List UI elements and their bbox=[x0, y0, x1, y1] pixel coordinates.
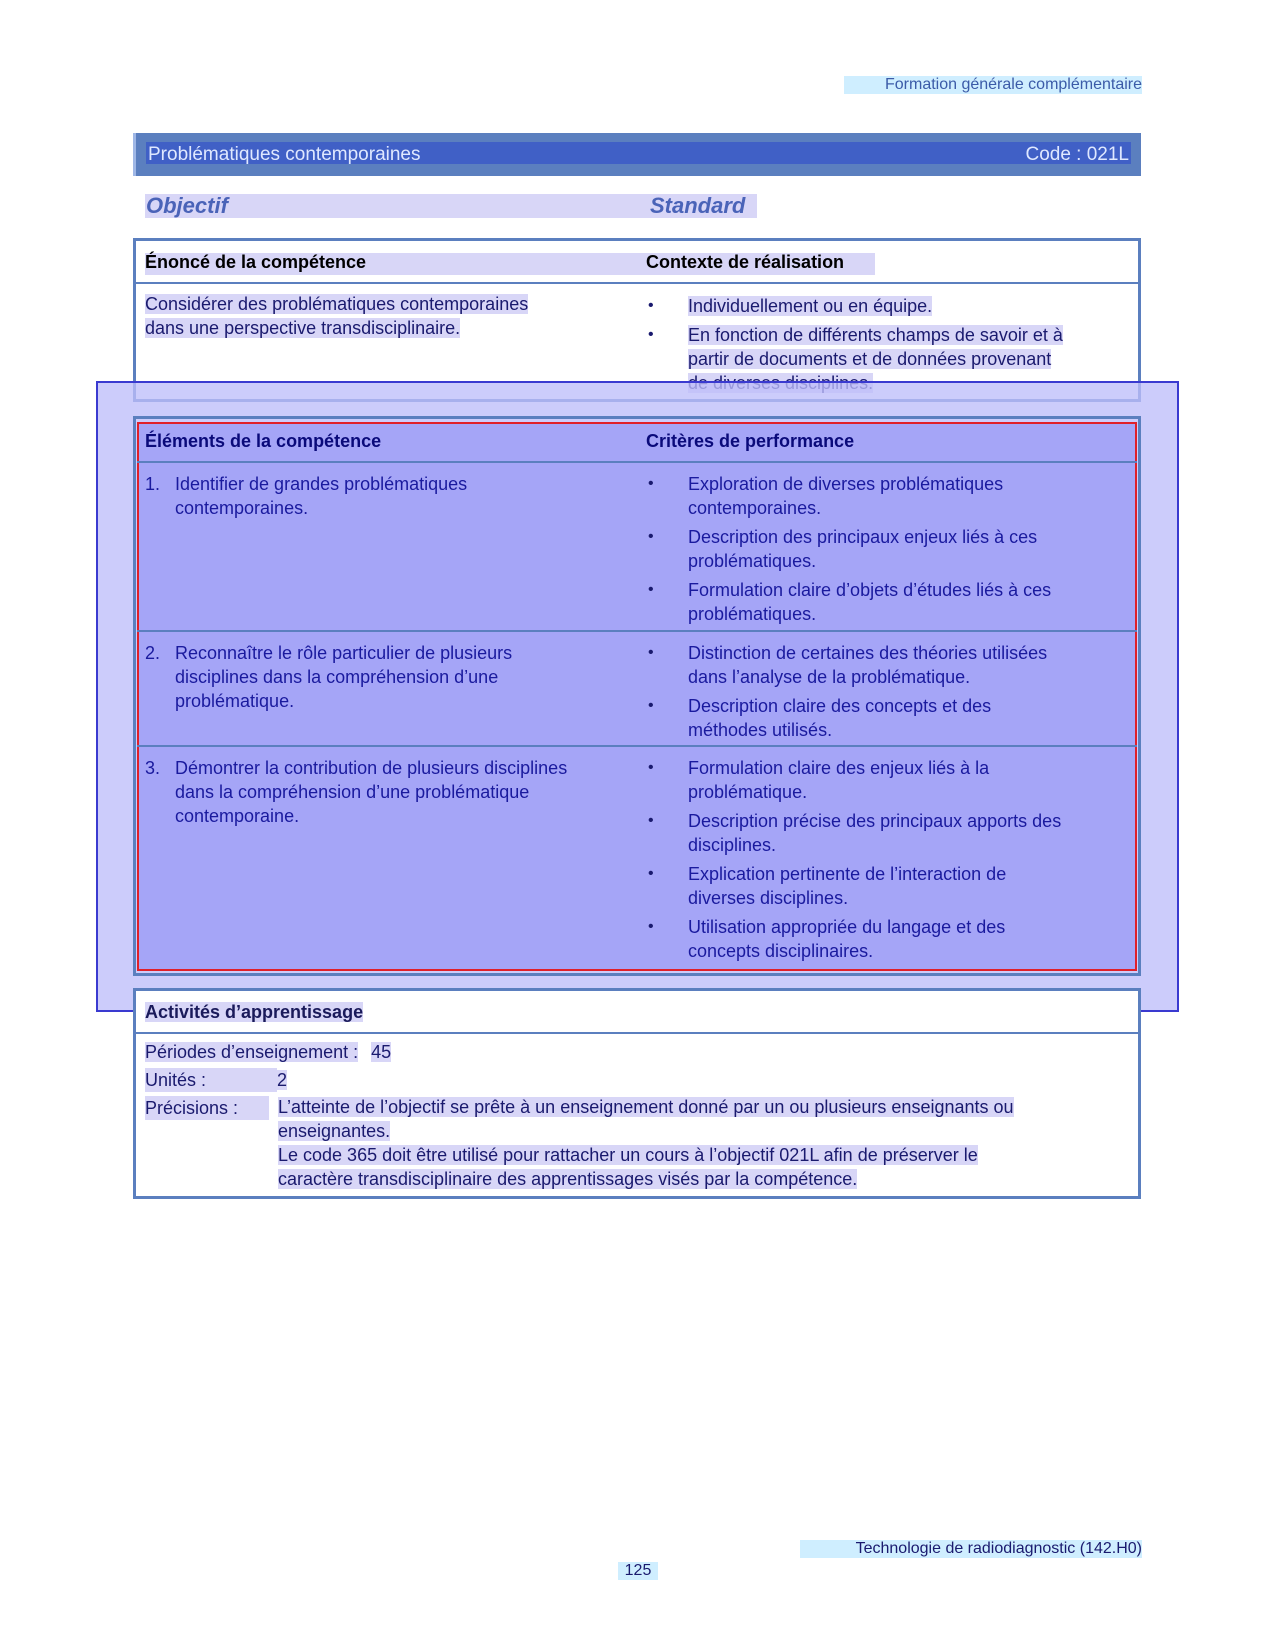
bullet-icon: • bbox=[648, 812, 654, 829]
precisions-line: L’atteinte de l’objectif se prête à un enseignement donné par un ou plusieurs enseignants ou bbox=[278, 1097, 1014, 1117]
running-header: Formation générale complémentaire bbox=[844, 76, 1142, 94]
element-line: problématique. bbox=[175, 691, 295, 711]
activites-header-rule bbox=[136, 1032, 1138, 1034]
elements-header-left: Éléments de la compétence bbox=[145, 431, 382, 451]
enonce-header-rule bbox=[136, 282, 1138, 284]
element-line: Reconnaître le rôle particulier de plusieurs bbox=[175, 643, 513, 663]
precisions-label: Précisions : bbox=[145, 1096, 269, 1120]
competence-statement bbox=[145, 292, 528, 340]
row-divider bbox=[137, 745, 1137, 747]
criterion-line: méthodes utilisés. bbox=[688, 720, 833, 740]
bullet-icon: • bbox=[648, 697, 654, 714]
criterion-line: dans l’analyse de la problématique. bbox=[688, 667, 971, 687]
element-line: Identifier de grandes problématiques bbox=[175, 474, 468, 494]
criterion-line: disciplines. bbox=[688, 835, 777, 855]
element-line: Démontrer la contribution de plusieurs disciplines bbox=[175, 758, 568, 778]
context-line: En fonction de différents champs de savoir et à bbox=[688, 325, 1063, 345]
bullet-icon: • bbox=[648, 297, 654, 314]
criteria-row-3 bbox=[648, 756, 1118, 963]
unites-row bbox=[145, 1068, 287, 1092]
precisions-line: Le code 365 doit être utilisé pour rattacher un cours à l’objectif 021L afin de préserver le bbox=[278, 1145, 978, 1165]
bullet-icon: • bbox=[648, 865, 654, 882]
course-code: Code : 021L bbox=[1025, 144, 1129, 165]
periodes-row bbox=[145, 1040, 391, 1064]
bullet-icon: • bbox=[648, 581, 654, 598]
criterion-line: diverses disciplines. bbox=[688, 888, 849, 908]
context-line: partir de documents et de données provenant bbox=[688, 349, 1052, 369]
criterion-line: Utilisation appropriée du langage et des bbox=[688, 917, 1006, 937]
precisions-label-row bbox=[145, 1096, 269, 1120]
objectif-heading: Objectif bbox=[146, 193, 228, 218]
criterion-line: Formulation claire d’objets d’études liés à ces bbox=[688, 580, 1052, 600]
element-line: contemporaine. bbox=[175, 806, 300, 826]
criterion-line: Formulation claire des enjeux liés à la bbox=[688, 758, 990, 778]
enonce-header-left: Énoncé de la compétence bbox=[145, 252, 367, 272]
precisions-line: enseignantes. bbox=[278, 1121, 391, 1141]
bullet-icon: • bbox=[648, 475, 654, 492]
criteria-row-2 bbox=[648, 641, 1118, 742]
criterion-line: Description précise des principaux apports des bbox=[688, 811, 1062, 831]
unites-value: 2 bbox=[277, 1070, 288, 1090]
element-number: 3. bbox=[145, 758, 161, 778]
activites-header-text: Activités d’apprentissage bbox=[145, 1002, 364, 1022]
statement-line: dans une perspective transdisciplinaire. bbox=[145, 318, 461, 338]
periodes-value: 45 bbox=[371, 1042, 392, 1062]
elements-header-right: Critères de performance bbox=[646, 431, 855, 451]
context-bullet-1 bbox=[648, 294, 1168, 318]
criterion-line: Description des principaux enjeux liés à ces bbox=[688, 527, 1038, 547]
element-number: 1. bbox=[145, 474, 161, 494]
criterion-line: problématiques. bbox=[688, 604, 817, 624]
criterion-line: Description claire des concepts et des bbox=[688, 696, 992, 716]
element-row-2 bbox=[145, 641, 655, 713]
precisions-line: caractère transdisciplinaire des apprentissages visés par la compétence. bbox=[278, 1169, 858, 1189]
criterion-line: Explication pertinente de l’interaction de bbox=[688, 864, 1007, 884]
row-divider bbox=[137, 630, 1137, 632]
criterion-line: concepts disciplinaires. bbox=[688, 941, 874, 961]
criterion-line: Distinction de certaines des théories utilisées bbox=[688, 643, 1048, 663]
periodes-label: Périodes d’enseignement : bbox=[145, 1042, 359, 1062]
criterion-line: problématiques. bbox=[688, 551, 817, 571]
unites-label: Unités : bbox=[145, 1068, 277, 1092]
element-row-1 bbox=[145, 472, 655, 520]
standard-heading: Standard bbox=[650, 193, 746, 218]
elements-header-rule bbox=[137, 461, 1137, 463]
course-title: Problématiques contemporaines bbox=[148, 144, 421, 165]
element-number: 2. bbox=[145, 643, 161, 663]
bullet-icon: • bbox=[648, 918, 654, 935]
criterion-line: problématique. bbox=[688, 782, 808, 802]
bullet-icon: • bbox=[648, 759, 654, 776]
statement-line: Considérer des problématiques contemporaines bbox=[145, 294, 529, 314]
element-line: contemporaines. bbox=[175, 498, 309, 518]
criterion-line: contemporaines. bbox=[688, 498, 822, 518]
context-line: Individuellement ou en équipe. bbox=[688, 296, 933, 316]
title-banner bbox=[133, 133, 1141, 176]
precisions-text bbox=[278, 1095, 1138, 1191]
criterion-line: Exploration de diverses problématiques bbox=[688, 474, 1004, 494]
bullet-icon: • bbox=[648, 326, 654, 343]
element-row-3 bbox=[145, 756, 655, 828]
bullet-icon: • bbox=[648, 644, 654, 661]
activites-header bbox=[145, 1002, 363, 1023]
element-line: disciplines dans la compréhension d’une bbox=[175, 667, 499, 687]
element-line: dans la compréhension d’une problématique bbox=[175, 782, 530, 802]
enonce-header-right: Contexte de réalisation bbox=[646, 252, 845, 272]
criteria-row-1 bbox=[648, 472, 1118, 626]
page-number: 125 bbox=[618, 1562, 658, 1580]
running-footer: Technologie de radiodiagnostic (142.H0) bbox=[800, 1540, 1142, 1558]
bullet-icon: • bbox=[648, 528, 654, 545]
